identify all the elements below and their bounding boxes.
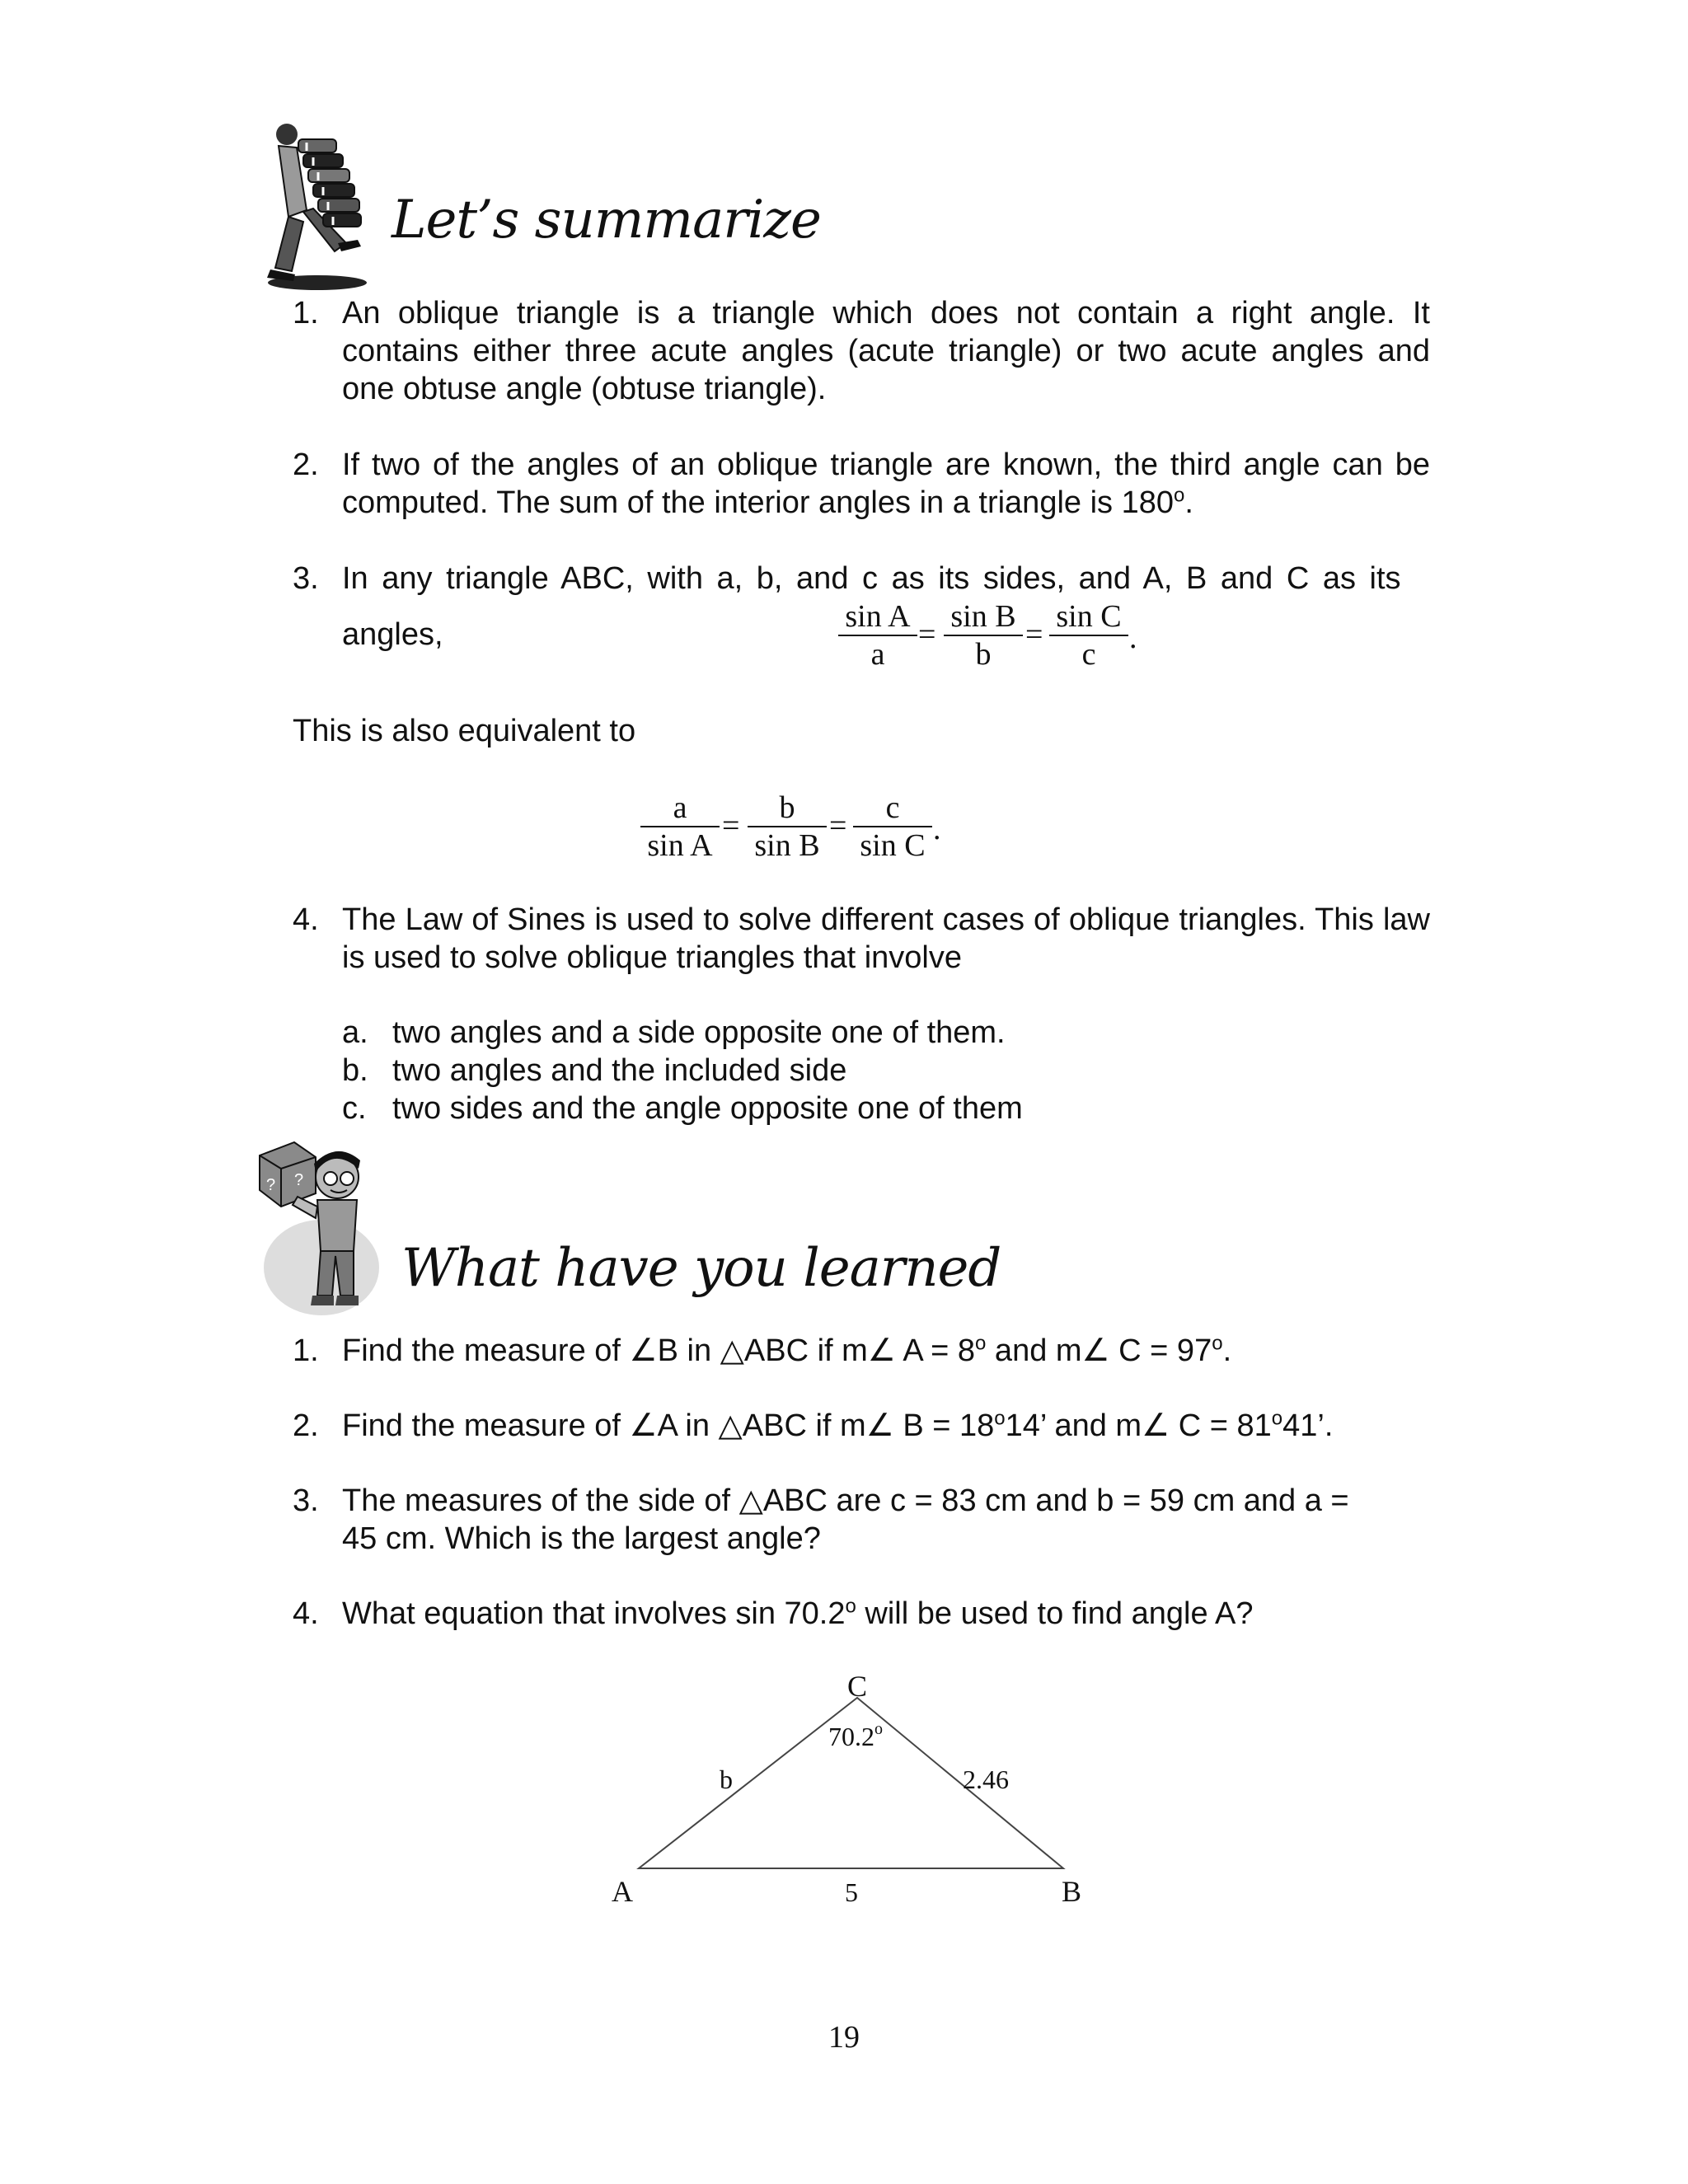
period: . — [1129, 621, 1137, 655]
list-number: 4. — [293, 902, 319, 937]
question-number: 3. — [293, 1483, 319, 1518]
summary-heading: Let’s summarize — [392, 190, 821, 251]
formula-fraction: sin A a — [837, 598, 919, 673]
equals-sign: = — [918, 617, 936, 652]
question-number: 2. — [293, 1408, 319, 1443]
formula-fraction: a sin A — [639, 790, 721, 864]
svg-text:?: ? — [266, 1176, 276, 1194]
vertex-c-label: C — [846, 1670, 868, 1703]
learned-heading: What have you learned — [401, 1238, 1001, 1299]
triangle-symbol: △ — [718, 1408, 743, 1443]
question-number: 4. — [293, 1596, 319, 1631]
equivalent-text: This is also equivalent to — [293, 714, 636, 748]
angle-symbol: ∠ — [629, 1333, 658, 1368]
angle-symbol: ∠ — [1142, 1408, 1170, 1443]
list-item: An oblique triangle is a triangle which does not contain a right angle. It contains either three acute angles (acute triangle) or two acute angles and one obtuse angle (obtuse triangle). — [342, 296, 1430, 406]
sublist-item: two sides and the angle opposite one of them — [392, 1091, 1023, 1126]
list-item: If two of the angles of an oblique triangle are known, the third angle can be computed. The sum of the interior angles in a triangle is 180$^o$. — [342, 448, 1430, 520]
period: . — [933, 812, 941, 846]
sublist-item: two angles and a side opposite one of them. — [392, 1015, 1006, 1050]
vertex-b-label: B — [1061, 1875, 1082, 1908]
sublist-item: two angles and the included side — [392, 1053, 847, 1088]
question-3-continuation: 45 cm. Which is the largest angle? — [342, 1521, 821, 1556]
question-2: Find the measure of ∠A in △ABC if m∠ $B = 18^o14$’ and m∠ $C = 81^o41$’. — [342, 1407, 1334, 1443]
angle-symbol: ∠ — [1081, 1333, 1110, 1368]
sublist-letter: c. — [342, 1091, 367, 1126]
formula-fraction: b sin B — [746, 790, 828, 864]
equals-sign: = — [829, 808, 847, 843]
page-number: 19 — [828, 2020, 860, 2055]
list-item-continuation: angles, — [342, 617, 443, 652]
formula-fraction: sin C c — [1048, 598, 1130, 673]
side-b-label: b — [720, 1765, 733, 1794]
sublist-letter: b. — [342, 1053, 368, 1088]
list-number: 3. — [293, 561, 319, 596]
list-number: 2. — [293, 448, 319, 482]
svg-text:?: ? — [294, 1171, 304, 1189]
question-3: The measures of the side of △ABC are c = 83 cm and b = 59 cm and a = — [342, 1483, 1349, 1518]
angle-symbol: ∠ — [865, 1408, 894, 1443]
side-a-label: 2.46 — [963, 1765, 1009, 1794]
formula-fraction: c sin C — [851, 790, 934, 864]
list-item: The Law of Sines is used to solve different cases of oblique triangles. This law is used to solve oblique triangles that involve — [342, 902, 1430, 975]
vertex-a-label: A — [612, 1875, 633, 1908]
question-number: 1. — [293, 1333, 319, 1368]
side-c-label: 5 — [845, 1877, 858, 1907]
equals-sign: = — [1025, 617, 1043, 652]
list-number: 1. — [293, 296, 319, 330]
formula-fraction: sin B b — [942, 598, 1025, 673]
angle-symbol: ∠ — [867, 1333, 896, 1368]
angle-c-label: 70.2$^o$ — [828, 1720, 883, 1751]
triangle-symbol: △ — [720, 1333, 744, 1368]
list-item: In any triangle ABC, with a, b, and c as its sides, and A, B and C as its — [342, 561, 1401, 596]
question-4: What equation that involves sin 70.2$^o$ will be used to find angle A? — [342, 1595, 1254, 1631]
question-1: Find the measure of ∠B in △ABC if m∠ $A = 8^o$ and m∠ $C = 97^o$. — [342, 1332, 1232, 1368]
triangle-symbol: △ — [738, 1483, 763, 1518]
sublist-letter: a. — [342, 1015, 368, 1050]
equals-sign: = — [722, 808, 740, 843]
angle-symbol: ∠ — [629, 1408, 658, 1443]
